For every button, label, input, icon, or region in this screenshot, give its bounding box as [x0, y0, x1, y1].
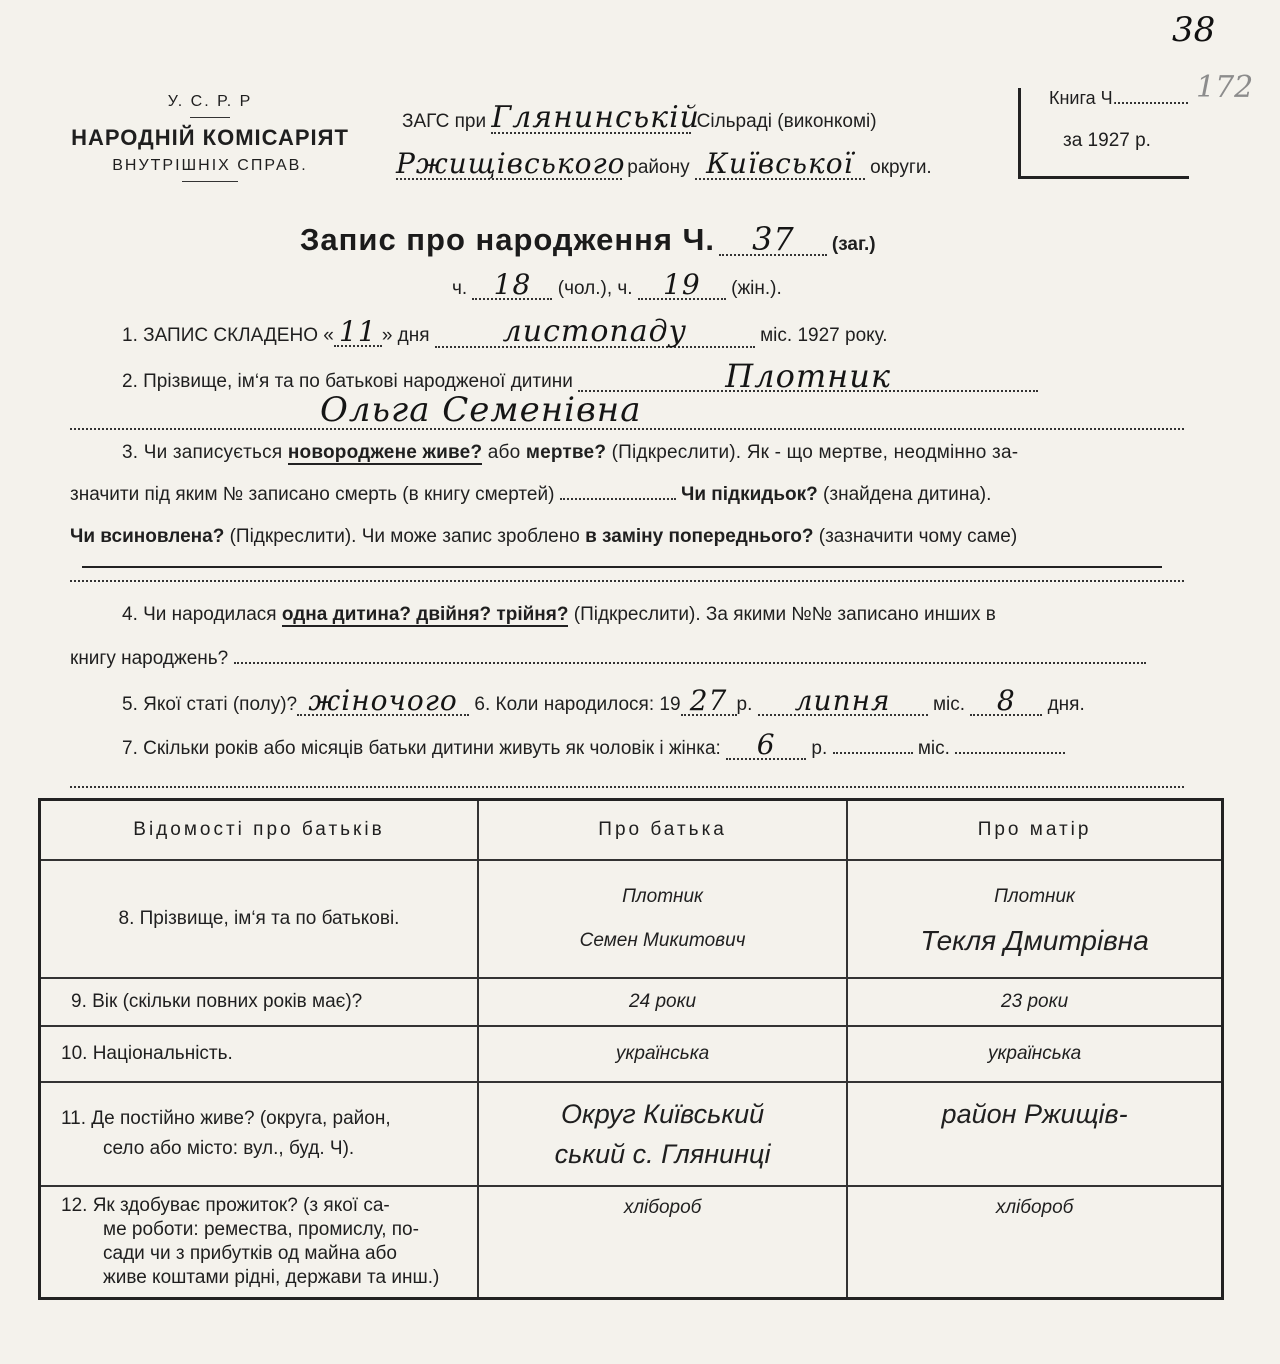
counts-prefix: ч. — [452, 278, 468, 299]
parents-table — [38, 798, 1224, 1300]
father-livelihood: хлібороб — [478, 1186, 847, 1298]
zags-village: Глянинській — [491, 100, 700, 135]
mother-residence-continued: ський с. Глянинці — [554, 1139, 771, 1169]
record-title — [300, 222, 876, 258]
option-alive: новороджене живе? — [287, 442, 483, 463]
department-label: ВНУТРІШНІХ СПРАВ. — [112, 157, 308, 175]
zags-district: Ржищівського — [396, 147, 626, 180]
item-7-line — [70, 786, 1184, 788]
table-row — [40, 860, 1223, 978]
commissariat-label: НАРОДНІЙ КОМІСАРІЯТ — [71, 125, 349, 151]
record-month: листопаду — [435, 318, 755, 348]
item-3-e: (Підкреслити). Як - що мертве, неодмінно за- — [611, 442, 1019, 463]
row-label-livelihood — [40, 1186, 478, 1298]
marriage-months-label: міс. — [917, 738, 950, 759]
item-1-label: 1. ЗАПИС СКЛАДЕНО « — [122, 325, 334, 346]
col-header-father: Про батька — [478, 800, 847, 861]
counts-line — [452, 268, 782, 301]
mother-surname: Плотник — [994, 886, 1076, 907]
birth-year: 27 — [681, 688, 737, 716]
livelihood-label-line-3: сади чи з прибутків од майна або — [103, 1242, 397, 1264]
item-5-label: 5. Якої статі (полу)? — [122, 694, 298, 715]
corner-number: 172 — [1196, 70, 1254, 105]
table-row — [40, 978, 1223, 1026]
item-4-c: (Підкреслити). За якими №№ записано инших в — [573, 604, 996, 625]
item-4-line-2 — [70, 648, 1146, 670]
item-1-end: міс. 1927 року. — [760, 325, 888, 346]
mother-age: 23 роки — [847, 978, 1222, 1026]
item-3-replace: (Підкреслити). Чи може запис зроблено — [229, 526, 580, 547]
table-row — [40, 1186, 1223, 1298]
record-day: 11 — [334, 319, 382, 347]
zags-okruha: Київської — [695, 150, 865, 180]
mother-nationality: українська — [847, 1026, 1222, 1082]
item-3-line-3 — [70, 526, 1017, 548]
male-count: 18 — [472, 272, 552, 300]
residence-label-line-1: 11. Де постійно живе? (округа, район, — [61, 1108, 391, 1129]
item-4-other-refs: книгу народжень? — [70, 648, 229, 669]
option-adopted: Чи всиновлена? — [70, 526, 225, 547]
male-label: (чол.), ч. — [557, 278, 633, 299]
item-4-line-1 — [122, 604, 996, 626]
female-count: 19 — [638, 272, 726, 300]
child-sex: жіночого — [297, 688, 469, 716]
father-name-cell — [478, 860, 847, 978]
item-6-label: 6. Коли народилося: 19 — [474, 694, 681, 715]
livelihood-label-line-2: ме роботи: ремества, промислу, по- — [103, 1218, 419, 1240]
item-2-label: 2. Прізвище, ім‘я та по батькові народженої дитини — [122, 371, 573, 392]
zags-line-2 — [396, 147, 932, 180]
child-surname: Плотник — [578, 362, 1038, 392]
item-4-a: 4. Чи народилася — [122, 604, 277, 625]
father-given-names: Семен Микитович — [579, 930, 746, 951]
residence-label-line-2: село або місто: вул., буд. Ч). — [103, 1138, 355, 1159]
item-3-line-2 — [70, 484, 991, 506]
district-label: району — [627, 157, 690, 178]
table-row — [40, 1026, 1223, 1082]
zags-line-1 — [402, 100, 877, 135]
father-surname: Плотник — [622, 886, 704, 907]
row-label-name: 8. Прізвище, ім‘я та по батькові. — [40, 860, 478, 978]
col-header-mother: Про матір — [847, 800, 1222, 861]
option-dead: мертве? — [525, 442, 607, 463]
option-foundling: Чи підкидьок? — [680, 484, 818, 505]
zags-prefix: ЗАГС при — [402, 111, 487, 132]
book-label: Книга Ч. — [1049, 88, 1118, 108]
birth-day-label: дня. — [1047, 694, 1085, 715]
table-row — [40, 1082, 1223, 1186]
father-residence-line-2: район Ржищів- — [941, 1099, 1128, 1129]
mother-given-names: Текля Дмитрівна — [920, 925, 1149, 956]
item-5-6 — [122, 684, 1085, 717]
row-label-nationality: 10. Національність. — [40, 1026, 478, 1082]
title-text: Запис про народження Ч. — [300, 222, 715, 257]
birth-day: 8 — [970, 688, 1042, 716]
mother-residence-cell — [847, 1082, 1222, 1186]
father-residence-cell — [478, 1082, 847, 1186]
item-7-label: 7. Скільки років або місяців батьки дитини живуть як чоловік і жінка: — [122, 738, 721, 759]
row-label-age: 9. Вік (скільки повних років має)? — [40, 978, 478, 1026]
table-header-row — [40, 800, 1223, 861]
father-nationality: українська — [478, 1026, 847, 1082]
item-3-or: або — [487, 442, 521, 463]
father-age: 24 роки — [478, 978, 847, 1026]
header-rule-2 — [182, 181, 238, 182]
mother-name-cell — [847, 860, 1222, 978]
birth-month: липня — [758, 688, 928, 716]
marriage-years-label: р. — [811, 738, 828, 759]
folio-number: 38 — [1172, 10, 1216, 50]
mother-livelihood: хлібороб — [847, 1186, 1222, 1298]
item-2 — [122, 357, 1038, 395]
option-replacement: в заміну попереднього? — [585, 526, 814, 547]
okruha-label: округи. — [870, 157, 932, 178]
item-3-why: (зазначити чому саме) — [818, 526, 1018, 547]
item-3-line — [70, 580, 1184, 582]
item-3-line-1 — [122, 442, 1018, 464]
item-3-strike-line — [82, 566, 1162, 568]
option-births: одна дитина? двійня? трійня? — [281, 604, 569, 625]
issuer-header — [60, 90, 360, 186]
record-number: 37 — [719, 224, 827, 256]
livelihood-label-line-1: 12. Як здобуває прожиток? (з якої са- — [61, 1194, 390, 1216]
republic-label: У. С. Р. Р — [167, 93, 253, 110]
book-box — [1018, 88, 1189, 179]
item-3-found: (знайдена дитина). — [823, 484, 992, 505]
item-7 — [122, 728, 1065, 761]
father-residence-line-1: Округ Київський — [561, 1099, 765, 1129]
child-names: Ольга Семенівна — [320, 390, 642, 430]
birth-month-label: міс. — [932, 694, 966, 715]
item-1-mid: » дня — [381, 325, 430, 346]
livelihood-label-line-4: живе коштами рідні, держави та инш.) — [103, 1266, 440, 1288]
title-suffix: (заг.) — [831, 234, 876, 255]
book-year: за 1927 р. — [1063, 130, 1151, 151]
col-header-info: Відомості про батьків — [40, 800, 478, 861]
item-2-line — [70, 428, 1184, 430]
birth-year-label: р. — [736, 694, 753, 715]
row-label-residence — [40, 1082, 478, 1186]
zags-suffix: Сільраді (виконкомі) — [696, 111, 877, 132]
marriage-years: 6 — [726, 732, 806, 760]
item-3-a: 3. Чи записується — [122, 442, 283, 463]
item-1 — [122, 314, 888, 349]
female-label: (жін.). — [731, 278, 782, 299]
item-3-death-ref: значити під яким № записано смерть (в книгу смертей) — [70, 484, 555, 505]
header-rule — [190, 117, 230, 118]
